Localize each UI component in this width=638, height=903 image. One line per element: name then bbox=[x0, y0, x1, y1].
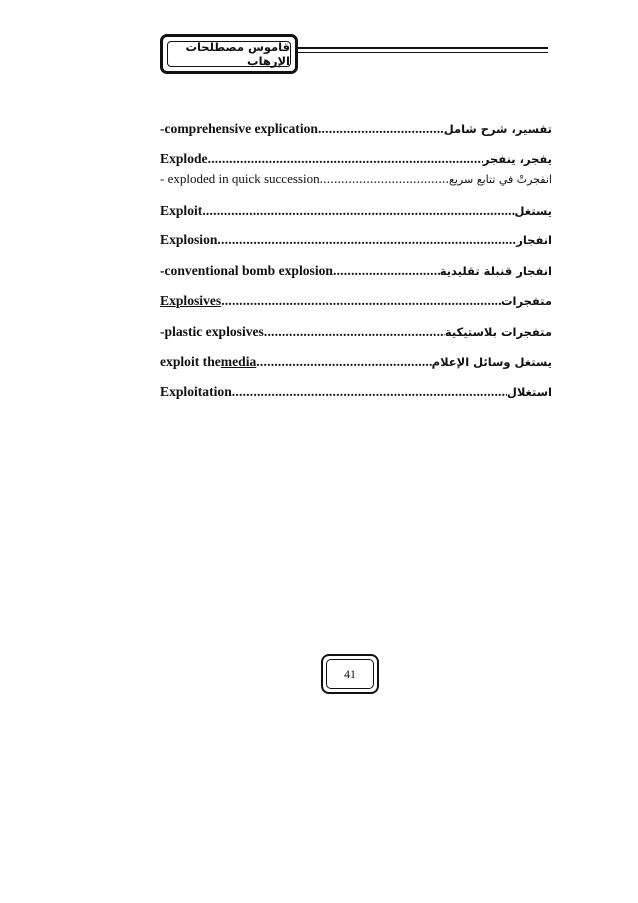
header-title-inner bbox=[167, 41, 291, 67]
header-rule-thin bbox=[298, 52, 548, 53]
entry-explosion bbox=[160, 228, 552, 248]
entry-english-underlined: media bbox=[220, 354, 257, 369]
leader-dots bbox=[256, 354, 431, 370]
entry-conventional-bomb-explosion bbox=[160, 259, 552, 279]
leader-dots bbox=[221, 293, 501, 309]
header-title-box bbox=[160, 34, 298, 74]
entry-english: -conventional bomb explosion bbox=[160, 263, 333, 278]
page-number-box bbox=[321, 654, 379, 694]
entry-arabic: تفسير، شرح شامل bbox=[443, 122, 552, 136]
entry-arabic: يستغل bbox=[514, 204, 552, 218]
entry-arabic: يستغل وسائل الإعلام bbox=[431, 355, 552, 369]
entry-exploit-the-media bbox=[160, 350, 552, 370]
entry-english: -plastic explosives bbox=[160, 324, 264, 339]
leader-dots bbox=[202, 203, 514, 219]
leader-dots bbox=[333, 263, 440, 279]
entry-exploit bbox=[160, 199, 552, 219]
entry-arabic: انفجرتْ في تتابع سريع bbox=[449, 173, 552, 186]
entry-english: -comprehensive explication bbox=[160, 121, 318, 136]
leader-dots bbox=[320, 171, 449, 187]
header-rule-thick bbox=[298, 47, 548, 49]
header-title: قاموس مصطلحات الإرهاب bbox=[185, 40, 290, 68]
entry-english: Explosives bbox=[160, 293, 222, 308]
leader-dots bbox=[318, 121, 444, 137]
entry-comprehensive-explication bbox=[160, 117, 552, 137]
leader-dots bbox=[208, 151, 483, 167]
entry-english: - exploded in quick succession bbox=[160, 171, 320, 186]
entry-english: exploit the bbox=[160, 354, 221, 369]
leader-dots bbox=[264, 324, 445, 340]
entry-explode bbox=[160, 147, 552, 167]
entry-explosives bbox=[160, 289, 552, 309]
entry-arabic: متفجرات bbox=[500, 294, 552, 308]
entry-arabic: استغلال bbox=[506, 385, 552, 399]
entry-english: Explosion bbox=[160, 232, 218, 247]
entry-english: Exploitation bbox=[160, 384, 232, 399]
entry-arabic: يفجر، ينفجر bbox=[482, 152, 552, 166]
entry-exploded-in-quick-succession bbox=[160, 167, 552, 187]
entry-plastic-explosives bbox=[160, 320, 552, 340]
page-number: 41 bbox=[344, 666, 356, 681]
entry-arabic: انفجار قنبلة تقليدية bbox=[439, 264, 552, 278]
page-number-inner bbox=[326, 659, 374, 689]
entry-arabic: متفجرات بلاستيكية bbox=[444, 325, 552, 339]
leader-dots bbox=[232, 384, 507, 400]
entry-exploitation bbox=[160, 380, 552, 400]
entry-english: Explode bbox=[160, 151, 208, 166]
entry-arabic: انفجار bbox=[516, 233, 552, 247]
leader-dots bbox=[217, 232, 516, 248]
entry-english: Exploit bbox=[160, 203, 203, 218]
